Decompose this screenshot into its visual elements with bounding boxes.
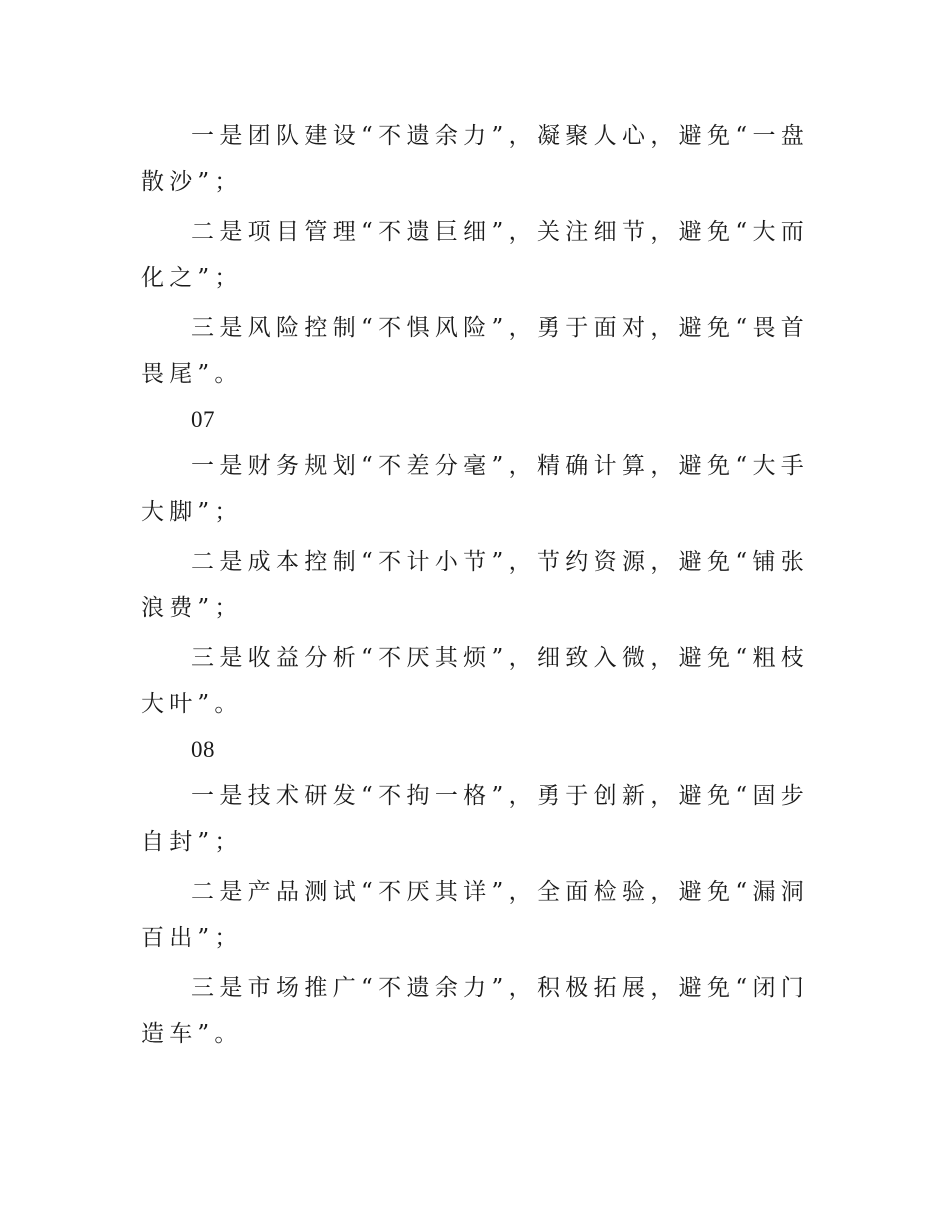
- section-number-07: 07: [191, 407, 215, 432]
- paragraph-financial-planning: 一是财务规划“不差分毫”，精确计算，避免“大手大脚”；: [141, 453, 809, 525]
- section-number-08: 08: [191, 737, 215, 762]
- paragraph-tech-rd: 一是技术研发“不拘一格”，勇于创新，避免“固步自封”；: [141, 783, 809, 855]
- document-body: [141, 113, 809, 1057]
- paragraph-team-building: 一是团队建设“不遗余力”，凝聚人心，避免“一盘散沙”；: [141, 123, 809, 195]
- paragraph-product-testing: 二是产品测试“不厌其详”，全面检验，避免“漏洞百出”；: [141, 879, 809, 951]
- paragraph-risk-control: 三是风险控制“不惧风险”，勇于面对，避免“畏首畏尾”。: [141, 315, 809, 387]
- paragraph-revenue-analysis: 三是收益分析“不厌其烦”，细致入微，避免“粗枝大叶”。: [141, 645, 809, 717]
- paragraph-cost-control: 二是成本控制“不计小节”，节约资源，避免“铺张浪费”；: [141, 549, 809, 621]
- paragraph-project-management: 二是项目管理“不遗巨细”，关注细节，避免“大而化之”；: [141, 219, 809, 291]
- paragraph-market-promotion: 三是市场推广“不遗余力”，积极拓展，避免“闭门造车”。: [141, 975, 809, 1047]
